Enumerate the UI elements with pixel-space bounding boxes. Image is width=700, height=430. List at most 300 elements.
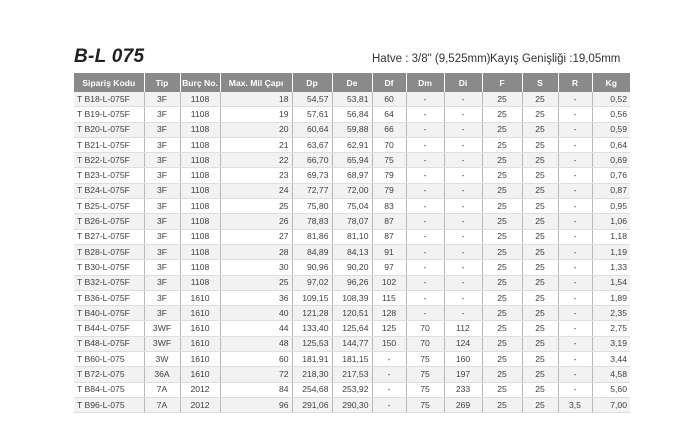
cell-s: 25 bbox=[522, 107, 558, 122]
cell-order-code: T B23-L-075F bbox=[74, 168, 144, 183]
cell-type: 3F bbox=[144, 92, 180, 107]
cell-bushing-no: 1108 bbox=[180, 168, 220, 183]
cell-di: - bbox=[444, 122, 482, 137]
cell-type: 3F bbox=[144, 153, 180, 168]
table-row bbox=[74, 290, 630, 305]
cell-de: 217,53 bbox=[332, 367, 372, 382]
cell-f: 25 bbox=[482, 290, 522, 305]
cell-bushing-no: 2012 bbox=[180, 382, 220, 397]
table-row bbox=[74, 260, 630, 275]
cell-max-shaft: 30 bbox=[220, 260, 292, 275]
cell-type: 3F bbox=[144, 214, 180, 229]
cell-di: - bbox=[444, 229, 482, 244]
cell-de: 56,84 bbox=[332, 107, 372, 122]
cell-f: 25 bbox=[482, 382, 522, 397]
cell-f: 25 bbox=[482, 122, 522, 137]
cell-type: 7A bbox=[144, 382, 180, 397]
cell-de: 68,97 bbox=[332, 168, 372, 183]
cell-df: 102 bbox=[372, 275, 406, 290]
cell-de: 62,91 bbox=[332, 137, 372, 152]
table-row bbox=[74, 275, 630, 290]
cell-di: - bbox=[444, 92, 482, 107]
cell-dp: 54,57 bbox=[292, 92, 332, 107]
cell-de: 125,64 bbox=[332, 321, 372, 336]
cell-dp: 63,67 bbox=[292, 137, 332, 152]
cell-r: 3,5 bbox=[558, 397, 592, 412]
table-row bbox=[74, 336, 630, 351]
cell-s: 25 bbox=[522, 229, 558, 244]
cell-type: 3F bbox=[144, 244, 180, 259]
col-header-max-shaft: Max. Mil Çapı bbox=[220, 73, 292, 92]
cell-f: 25 bbox=[482, 260, 522, 275]
cell-df: 87 bbox=[372, 229, 406, 244]
cell-df: 75 bbox=[372, 153, 406, 168]
cell-di: - bbox=[444, 168, 482, 183]
pitch-label: Hatve : 3/8" (9,525mm) bbox=[372, 53, 491, 65]
cell-max-shaft: 84 bbox=[220, 382, 292, 397]
cell-max-shaft: 22 bbox=[220, 153, 292, 168]
cell-df: 87 bbox=[372, 214, 406, 229]
cell-r: - bbox=[558, 306, 592, 321]
cell-kg: 0,56 bbox=[592, 107, 630, 122]
cell-kg: 7,00 bbox=[592, 397, 630, 412]
cell-order-code: T B72-L-075 bbox=[74, 367, 144, 382]
table-row bbox=[74, 137, 630, 152]
cell-order-code: T B25-L-075F bbox=[74, 199, 144, 214]
col-header-s: S bbox=[522, 73, 558, 92]
cell-kg: 0,76 bbox=[592, 168, 630, 183]
cell-max-shaft: 25 bbox=[220, 275, 292, 290]
table-row bbox=[74, 244, 630, 259]
cell-dm: - bbox=[406, 229, 444, 244]
cell-type: 36A bbox=[144, 367, 180, 382]
cell-dm: - bbox=[406, 107, 444, 122]
cell-df: 115 bbox=[372, 290, 406, 305]
cell-s: 25 bbox=[522, 275, 558, 290]
cell-dm: - bbox=[406, 137, 444, 152]
cell-r: - bbox=[558, 214, 592, 229]
cell-type: 3F bbox=[144, 306, 180, 321]
cell-s: 25 bbox=[522, 382, 558, 397]
table-row bbox=[74, 92, 630, 107]
cell-dp: 133,40 bbox=[292, 321, 332, 336]
cell-df: - bbox=[372, 367, 406, 382]
cell-di: 160 bbox=[444, 352, 482, 367]
cell-di: 233 bbox=[444, 382, 482, 397]
cell-r: - bbox=[558, 367, 592, 382]
cell-order-code: T B24-L-075F bbox=[74, 183, 144, 198]
cell-order-code: T B60-L-075 bbox=[74, 352, 144, 367]
cell-s: 25 bbox=[522, 260, 558, 275]
cell-de: 65,94 bbox=[332, 153, 372, 168]
cell-di: 124 bbox=[444, 336, 482, 351]
cell-di: 112 bbox=[444, 321, 482, 336]
cell-dm: - bbox=[406, 92, 444, 107]
cell-type: 3W bbox=[144, 352, 180, 367]
cell-max-shaft: 18 bbox=[220, 92, 292, 107]
cell-bushing-no: 1610 bbox=[180, 352, 220, 367]
cell-f: 25 bbox=[482, 199, 522, 214]
cell-bushing-no: 1108 bbox=[180, 199, 220, 214]
cell-dm: - bbox=[406, 153, 444, 168]
cell-kg: 3,44 bbox=[592, 352, 630, 367]
cell-dm: - bbox=[406, 122, 444, 137]
cell-max-shaft: 23 bbox=[220, 168, 292, 183]
cell-kg: 1,06 bbox=[592, 214, 630, 229]
cell-bushing-no: 1108 bbox=[180, 92, 220, 107]
cell-df: 79 bbox=[372, 183, 406, 198]
cell-bushing-no: 1108 bbox=[180, 214, 220, 229]
table-row bbox=[74, 352, 630, 367]
cell-type: 3F bbox=[144, 290, 180, 305]
cell-df: - bbox=[372, 382, 406, 397]
cell-type: 3WF bbox=[144, 336, 180, 351]
cell-di: - bbox=[444, 153, 482, 168]
table-row bbox=[74, 168, 630, 183]
cell-f: 25 bbox=[482, 107, 522, 122]
cell-bushing-no: 1610 bbox=[180, 306, 220, 321]
cell-di: - bbox=[444, 214, 482, 229]
cell-s: 25 bbox=[522, 352, 558, 367]
cell-dp: 72,77 bbox=[292, 183, 332, 198]
cell-dm: - bbox=[406, 290, 444, 305]
cell-r: - bbox=[558, 107, 592, 122]
cell-df: 128 bbox=[372, 306, 406, 321]
col-header-order-code: Sipariş Kodu bbox=[74, 73, 144, 92]
cell-bushing-no: 1108 bbox=[180, 229, 220, 244]
cell-max-shaft: 26 bbox=[220, 214, 292, 229]
cell-s: 25 bbox=[522, 183, 558, 198]
cell-r: - bbox=[558, 321, 592, 336]
cell-dp: 254,68 bbox=[292, 382, 332, 397]
cell-r: - bbox=[558, 122, 592, 137]
cell-bushing-no: 1108 bbox=[180, 122, 220, 137]
cell-s: 25 bbox=[522, 92, 558, 107]
cell-di: - bbox=[444, 137, 482, 152]
cell-di: 269 bbox=[444, 397, 482, 412]
cell-di: - bbox=[444, 107, 482, 122]
cell-de: 290,30 bbox=[332, 397, 372, 412]
cell-max-shaft: 96 bbox=[220, 397, 292, 412]
col-header-df: Df bbox=[372, 73, 406, 92]
cell-order-code: T B40-L-075F bbox=[74, 306, 144, 321]
cell-s: 25 bbox=[522, 122, 558, 137]
cell-dp: 60,64 bbox=[292, 122, 332, 137]
cell-f: 25 bbox=[482, 397, 522, 412]
cell-f: 25 bbox=[482, 168, 522, 183]
table-row bbox=[74, 214, 630, 229]
table-row bbox=[74, 107, 630, 122]
cell-r: - bbox=[558, 290, 592, 305]
cell-s: 25 bbox=[522, 290, 558, 305]
cell-bushing-no: 1108 bbox=[180, 244, 220, 259]
cell-dp: 66,70 bbox=[292, 153, 332, 168]
cell-di: - bbox=[444, 183, 482, 198]
belt-width-label: Kayış Genişliği :19,05mm bbox=[490, 53, 621, 65]
cell-r: - bbox=[558, 244, 592, 259]
cell-df: 70 bbox=[372, 137, 406, 152]
cell-dp: 81,86 bbox=[292, 229, 332, 244]
cell-dm: 75 bbox=[406, 352, 444, 367]
cell-de: 84,13 bbox=[332, 244, 372, 259]
cell-order-code: T B20-L-075F bbox=[74, 122, 144, 137]
cell-df: 66 bbox=[372, 122, 406, 137]
cell-dm: 75 bbox=[406, 382, 444, 397]
cell-r: - bbox=[558, 92, 592, 107]
col-header-kg: Kg bbox=[592, 73, 630, 92]
cell-order-code: T B84-L-075 bbox=[74, 382, 144, 397]
cell-di: - bbox=[444, 260, 482, 275]
col-header-dp: Dp bbox=[292, 73, 332, 92]
table-row bbox=[74, 199, 630, 214]
cell-f: 25 bbox=[482, 275, 522, 290]
cell-dp: 121,28 bbox=[292, 306, 332, 321]
cell-bushing-no: 1108 bbox=[180, 260, 220, 275]
cell-kg: 0,59 bbox=[592, 122, 630, 137]
cell-s: 25 bbox=[522, 306, 558, 321]
cell-df: 150 bbox=[372, 336, 406, 351]
cell-bushing-no: 1108 bbox=[180, 107, 220, 122]
cell-type: 3F bbox=[144, 260, 180, 275]
cell-de: 120,51 bbox=[332, 306, 372, 321]
cell-max-shaft: 40 bbox=[220, 306, 292, 321]
cell-bushing-no: 1610 bbox=[180, 321, 220, 336]
cell-s: 25 bbox=[522, 199, 558, 214]
cell-di: - bbox=[444, 275, 482, 290]
cell-order-code: T B32-L-075F bbox=[74, 275, 144, 290]
cell-order-code: T B21-L-075F bbox=[74, 137, 144, 152]
cell-r: - bbox=[558, 336, 592, 351]
cell-f: 25 bbox=[482, 137, 522, 152]
cell-s: 25 bbox=[522, 244, 558, 259]
table-row bbox=[74, 183, 630, 198]
cell-dp: 218,30 bbox=[292, 367, 332, 382]
col-header-di: Di bbox=[444, 73, 482, 92]
cell-r: - bbox=[558, 229, 592, 244]
cell-s: 25 bbox=[522, 336, 558, 351]
cell-dp: 75,80 bbox=[292, 199, 332, 214]
cell-r: - bbox=[558, 382, 592, 397]
cell-dp: 84,89 bbox=[292, 244, 332, 259]
cell-bushing-no: 1610 bbox=[180, 367, 220, 382]
cell-kg: 0,95 bbox=[592, 199, 630, 214]
cell-kg: 4,58 bbox=[592, 367, 630, 382]
cell-di: - bbox=[444, 244, 482, 259]
cell-type: 7A bbox=[144, 397, 180, 412]
cell-de: 75,04 bbox=[332, 199, 372, 214]
cell-f: 25 bbox=[482, 352, 522, 367]
cell-s: 25 bbox=[522, 153, 558, 168]
table-row bbox=[74, 122, 630, 137]
cell-r: - bbox=[558, 260, 592, 275]
cell-s: 25 bbox=[522, 321, 558, 336]
cell-de: 72,00 bbox=[332, 183, 372, 198]
cell-max-shaft: 25 bbox=[220, 199, 292, 214]
cell-type: 3F bbox=[144, 229, 180, 244]
cell-f: 25 bbox=[482, 321, 522, 336]
cell-kg: 2,35 bbox=[592, 306, 630, 321]
cell-order-code: T B28-L-075F bbox=[74, 244, 144, 259]
cell-de: 59,88 bbox=[332, 122, 372, 137]
cell-dm: 70 bbox=[406, 336, 444, 351]
cell-max-shaft: 44 bbox=[220, 321, 292, 336]
cell-order-code: T B26-L-075F bbox=[74, 214, 144, 229]
cell-s: 25 bbox=[522, 367, 558, 382]
cell-dp: 69,73 bbox=[292, 168, 332, 183]
cell-kg: 1,18 bbox=[592, 229, 630, 244]
cell-kg: 1,19 bbox=[592, 244, 630, 259]
cell-max-shaft: 27 bbox=[220, 229, 292, 244]
product-title: B-L 075 bbox=[74, 46, 145, 67]
cell-dm: - bbox=[406, 306, 444, 321]
cell-kg: 0,87 bbox=[592, 183, 630, 198]
cell-f: 25 bbox=[482, 367, 522, 382]
col-header-dm: Dm bbox=[406, 73, 444, 92]
cell-order-code: T B30-L-075F bbox=[74, 260, 144, 275]
cell-type: 3WF bbox=[144, 321, 180, 336]
cell-df: - bbox=[372, 397, 406, 412]
cell-type: 3F bbox=[144, 168, 180, 183]
cell-max-shaft: 24 bbox=[220, 183, 292, 198]
cell-f: 25 bbox=[482, 92, 522, 107]
cell-de: 108,39 bbox=[332, 290, 372, 305]
cell-r: - bbox=[558, 199, 592, 214]
cell-bushing-no: 1108 bbox=[180, 153, 220, 168]
cell-type: 3F bbox=[144, 183, 180, 198]
cell-f: 25 bbox=[482, 244, 522, 259]
cell-dm: 70 bbox=[406, 321, 444, 336]
cell-kg: 1,54 bbox=[592, 275, 630, 290]
cell-dm: - bbox=[406, 244, 444, 259]
cell-df: - bbox=[372, 352, 406, 367]
col-header-r: R bbox=[558, 73, 592, 92]
table-row bbox=[74, 229, 630, 244]
cell-df: 125 bbox=[372, 321, 406, 336]
cell-de: 53,81 bbox=[332, 92, 372, 107]
cell-max-shaft: 21 bbox=[220, 137, 292, 152]
cell-dm: - bbox=[406, 168, 444, 183]
cell-f: 25 bbox=[482, 214, 522, 229]
table-row bbox=[74, 306, 630, 321]
cell-dp: 57,61 bbox=[292, 107, 332, 122]
col-header-type: Tip bbox=[144, 73, 180, 92]
cell-bushing-no: 1108 bbox=[180, 137, 220, 152]
cell-bushing-no: 1108 bbox=[180, 275, 220, 290]
cell-dp: 97,02 bbox=[292, 275, 332, 290]
cell-di: - bbox=[444, 306, 482, 321]
cell-de: 253,92 bbox=[332, 382, 372, 397]
cell-df: 60 bbox=[372, 92, 406, 107]
cell-kg: 0,69 bbox=[592, 153, 630, 168]
cell-dm: - bbox=[406, 260, 444, 275]
table-row bbox=[74, 367, 630, 382]
col-header-de: De bbox=[332, 73, 372, 92]
cell-f: 25 bbox=[482, 306, 522, 321]
cell-dm: - bbox=[406, 275, 444, 290]
cell-de: 181,15 bbox=[332, 352, 372, 367]
cell-dm: - bbox=[406, 183, 444, 198]
cell-type: 3F bbox=[144, 199, 180, 214]
cell-max-shaft: 48 bbox=[220, 336, 292, 351]
cell-max-shaft: 36 bbox=[220, 290, 292, 305]
cell-order-code: T B36-L-075F bbox=[74, 290, 144, 305]
cell-s: 25 bbox=[522, 168, 558, 183]
cell-s: 25 bbox=[522, 214, 558, 229]
cell-bushing-no: 1108 bbox=[180, 183, 220, 198]
cell-di: - bbox=[444, 290, 482, 305]
cell-kg: 0,52 bbox=[592, 92, 630, 107]
header-row bbox=[74, 73, 630, 92]
cell-bushing-no: 1610 bbox=[180, 336, 220, 351]
cell-r: - bbox=[558, 352, 592, 367]
spec-table bbox=[74, 73, 630, 413]
cell-dm: 75 bbox=[406, 397, 444, 412]
cell-de: 96,26 bbox=[332, 275, 372, 290]
table-row bbox=[74, 397, 630, 412]
cell-dp: 78,83 bbox=[292, 214, 332, 229]
cell-kg: 3,19 bbox=[592, 336, 630, 351]
cell-max-shaft: 72 bbox=[220, 367, 292, 382]
cell-r: - bbox=[558, 137, 592, 152]
cell-kg: 2,75 bbox=[592, 321, 630, 336]
cell-dp: 90,96 bbox=[292, 260, 332, 275]
cell-de: 78,07 bbox=[332, 214, 372, 229]
cell-order-code: T B22-L-075F bbox=[74, 153, 144, 168]
cell-s: 25 bbox=[522, 397, 558, 412]
cell-df: 79 bbox=[372, 168, 406, 183]
cell-f: 25 bbox=[482, 336, 522, 351]
cell-dm: - bbox=[406, 199, 444, 214]
cell-type: 3F bbox=[144, 107, 180, 122]
cell-order-code: T B44-L-075F bbox=[74, 321, 144, 336]
cell-df: 97 bbox=[372, 260, 406, 275]
cell-dm: - bbox=[406, 214, 444, 229]
cell-f: 25 bbox=[482, 229, 522, 244]
col-header-bushing-no: Burç No. bbox=[180, 73, 220, 92]
table-row bbox=[74, 382, 630, 397]
cell-r: - bbox=[558, 183, 592, 198]
cell-f: 25 bbox=[482, 153, 522, 168]
cell-type: 3F bbox=[144, 275, 180, 290]
cell-kg: 1,89 bbox=[592, 290, 630, 305]
cell-f: 25 bbox=[482, 183, 522, 198]
cell-di: 197 bbox=[444, 367, 482, 382]
cell-dp: 181,91 bbox=[292, 352, 332, 367]
cell-r: - bbox=[558, 168, 592, 183]
table-row bbox=[74, 321, 630, 336]
cell-di: - bbox=[444, 199, 482, 214]
cell-type: 3F bbox=[144, 137, 180, 152]
cell-order-code: T B96-L-075 bbox=[74, 397, 144, 412]
cell-bushing-no: 1610 bbox=[180, 290, 220, 305]
table-row bbox=[74, 153, 630, 168]
cell-de: 90,20 bbox=[332, 260, 372, 275]
cell-dp: 291,06 bbox=[292, 397, 332, 412]
cell-order-code: T B19-L-075F bbox=[74, 107, 144, 122]
cell-r: - bbox=[558, 153, 592, 168]
cell-s: 25 bbox=[522, 137, 558, 152]
cell-kg: 0,64 bbox=[592, 137, 630, 152]
cell-order-code: T B48-L-075F bbox=[74, 336, 144, 351]
cell-dp: 125,53 bbox=[292, 336, 332, 351]
cell-df: 64 bbox=[372, 107, 406, 122]
cell-r: - bbox=[558, 275, 592, 290]
cell-de: 81,10 bbox=[332, 229, 372, 244]
cell-max-shaft: 20 bbox=[220, 122, 292, 137]
cell-order-code: T B27-L-075F bbox=[74, 229, 144, 244]
cell-df: 91 bbox=[372, 244, 406, 259]
cell-bushing-no: 2012 bbox=[180, 397, 220, 412]
